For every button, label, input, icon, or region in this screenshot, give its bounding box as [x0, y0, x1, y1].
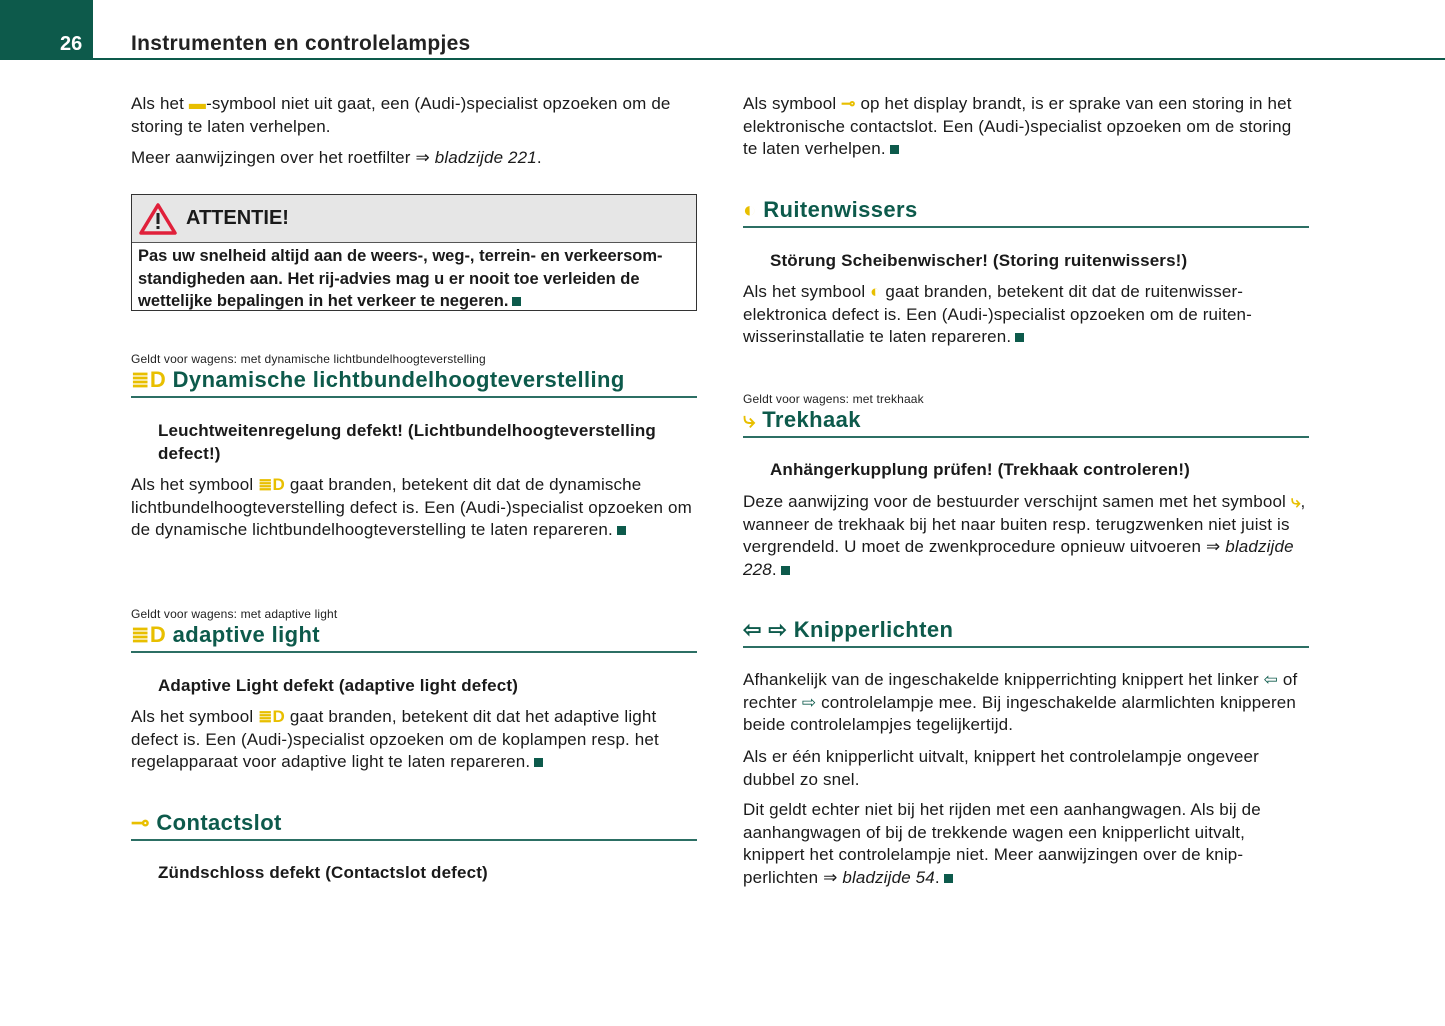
warning-text: Pas uw snelheid altijd aan de weers-, weg-, terrein- en verkeersomstandigheden aan. Het rij-advies mag u er nooit toe verleiden de wettelijke bepalingen in het verkeer te negeren. — [138, 247, 663, 310]
ignition-key-icon: ⊸ — [131, 810, 150, 835]
end-marker — [944, 874, 953, 883]
adaptive-light-icon: ≣D — [258, 707, 285, 726]
ignition-key-icon: ⊸ — [841, 94, 856, 113]
end-marker — [617, 526, 626, 535]
section-heading: ⊸ Contactslot — [131, 809, 697, 841]
applies-to: Geldt voor wagens: met adaptive light — [131, 607, 338, 621]
adaptive-light-icon: ≣D — [131, 622, 167, 647]
warning-box — [131, 194, 697, 311]
section-heading: ⇦ ⇨ Knipperlichten — [743, 616, 1309, 648]
paragraph: Meer aanwijzingen over het roetfilter ⇒ bladzijde 221. — [131, 148, 542, 167]
applies-to: Geldt voor wagens: met dynamische lichtbundelhoogteverstelling — [131, 352, 486, 366]
paragraph: Als symbool ⊸ op het display brandt, is er sprake van een storing in het elektronische contactslot. Een (Audi-)specialist opzoeken om de storing te laten verhelpen. — [743, 94, 1292, 158]
end-marker — [1015, 333, 1024, 342]
paragraph: Als het symbool ≣D gaat branden, betekent dit dat de dynamische lichtbundelhoogteverstelling defect is. Een (Audi-)specialist opzoeken om de dynamische lichtbundelhoogteverstelling te laten repareren. — [131, 475, 692, 539]
message-title: Adaptive Light defekt (adaptive light defect) — [158, 676, 519, 695]
section-heading: ⤷ Trekhaak — [743, 406, 1309, 438]
section-heading: ≣D adaptive light — [131, 621, 697, 653]
page-title: Instrumenten en controlelampjes — [131, 32, 471, 55]
paragraph: Als er één knipperlicht uitvalt, knippert het controlelampje ongeveer dubbel zo snel. — [743, 747, 1259, 789]
wiper-icon: ◐ — [743, 197, 757, 222]
headlight-range-icon: ≣D — [258, 475, 285, 494]
page-number: 26 — [60, 33, 83, 55]
particulate-filter-icon: ▬ — [188, 94, 207, 113]
turn-signal-right-icon: ⇨ — [801, 692, 817, 712]
warning-triangle-icon — [138, 202, 178, 236]
turn-signal-left-icon: ⇦ — [1263, 670, 1279, 689]
end-marker — [781, 566, 790, 575]
page-link[interactable]: bladzijde 221 — [434, 148, 537, 167]
headlight-range-icon: ≣D — [131, 367, 167, 392]
warning-title: ATTENTIE! — [186, 207, 289, 229]
turn-signal-left-icon: ⇦ — [743, 617, 762, 642]
paragraph: Dit geldt echter niet bij het rijden met een aanhangwagen. Als bij de aanhangwagen of bij de trekkende wagen een knipperlicht uitvalt, knippert het controlelampje niet. Meer aanwijzingen over de knipperlichten ⇒ bladzijde 54. — [743, 800, 1261, 887]
turn-signal-right-icon: ⇨ — [768, 617, 788, 642]
wiper-icon: ◐ — [870, 282, 881, 301]
section-heading: ≣D Dynamische lichtbundelhoogteverstelling — [131, 366, 697, 398]
paragraph: Als het ▬-symbool niet uit gaat, een (Audi-)specialist opzoeken om de storing te laten verhelpen. — [131, 94, 671, 136]
paragraph: Als het symbool ◐ gaat branden, betekent dit dat de ruitenwisserelektronica defect is. Een (Audi-)specialist opzoeken om de ruitenwisserinstallatie te laten repareren. — [743, 282, 1252, 346]
header-rule — [93, 58, 1445, 60]
message-title: Leuchtweitenregelung defekt! (Lichtbundelhoogteverstelling defect!) — [158, 421, 656, 463]
paragraph: Deze aanwijzing voor de bestuurder verschijnt samen met het symbool ⤷, wanneer de trekhaak bij het naar buiten resp. terugzwenken niet juist is vergrendeld. U moet de zwenkprocedure opnieuw uitvoeren ⇒ bladzijde 228. — [743, 492, 1306, 579]
tow-hitch-icon: ⤷ — [1290, 492, 1301, 511]
paragraph: Afhankelijk van de ingeschakelde knipperrichting knippert het linker ⇦ of rechter ⇨ controlelampje mee. Bij ingeschakelde alarmlichten knipperen beide controlelampjes tegelijkertijd. — [743, 670, 1298, 734]
end-marker — [534, 758, 543, 767]
message-title: Störung Scheibenwischer! (Storing ruitenwissers!) — [770, 251, 1188, 270]
page-link[interactable]: bladzijde 54 — [842, 867, 935, 887]
paragraph: Als het symbool ≣D gaat branden, betekent dit dat het adaptive light defect is. Een (Audi-)specialist opzoeken om de koplampen resp. het regelapparaat voor adaptive light te laten repareren. — [131, 707, 659, 771]
end-marker — [890, 145, 899, 154]
page-link[interactable]: bladzijde 228 — [743, 537, 1294, 579]
end-marker — [512, 297, 521, 306]
tow-hitch-icon: ⤷ — [743, 407, 756, 432]
applies-to: Geldt voor wagens: met trekhaak — [743, 392, 924, 406]
section-heading: ◐ Ruitenwissers — [743, 196, 1309, 228]
message-title: Zündschloss defekt (Contactslot defect) — [158, 863, 488, 882]
message-title: Anhängerkupplung prüfen! (Trekhaak controleren!) — [770, 460, 1190, 479]
